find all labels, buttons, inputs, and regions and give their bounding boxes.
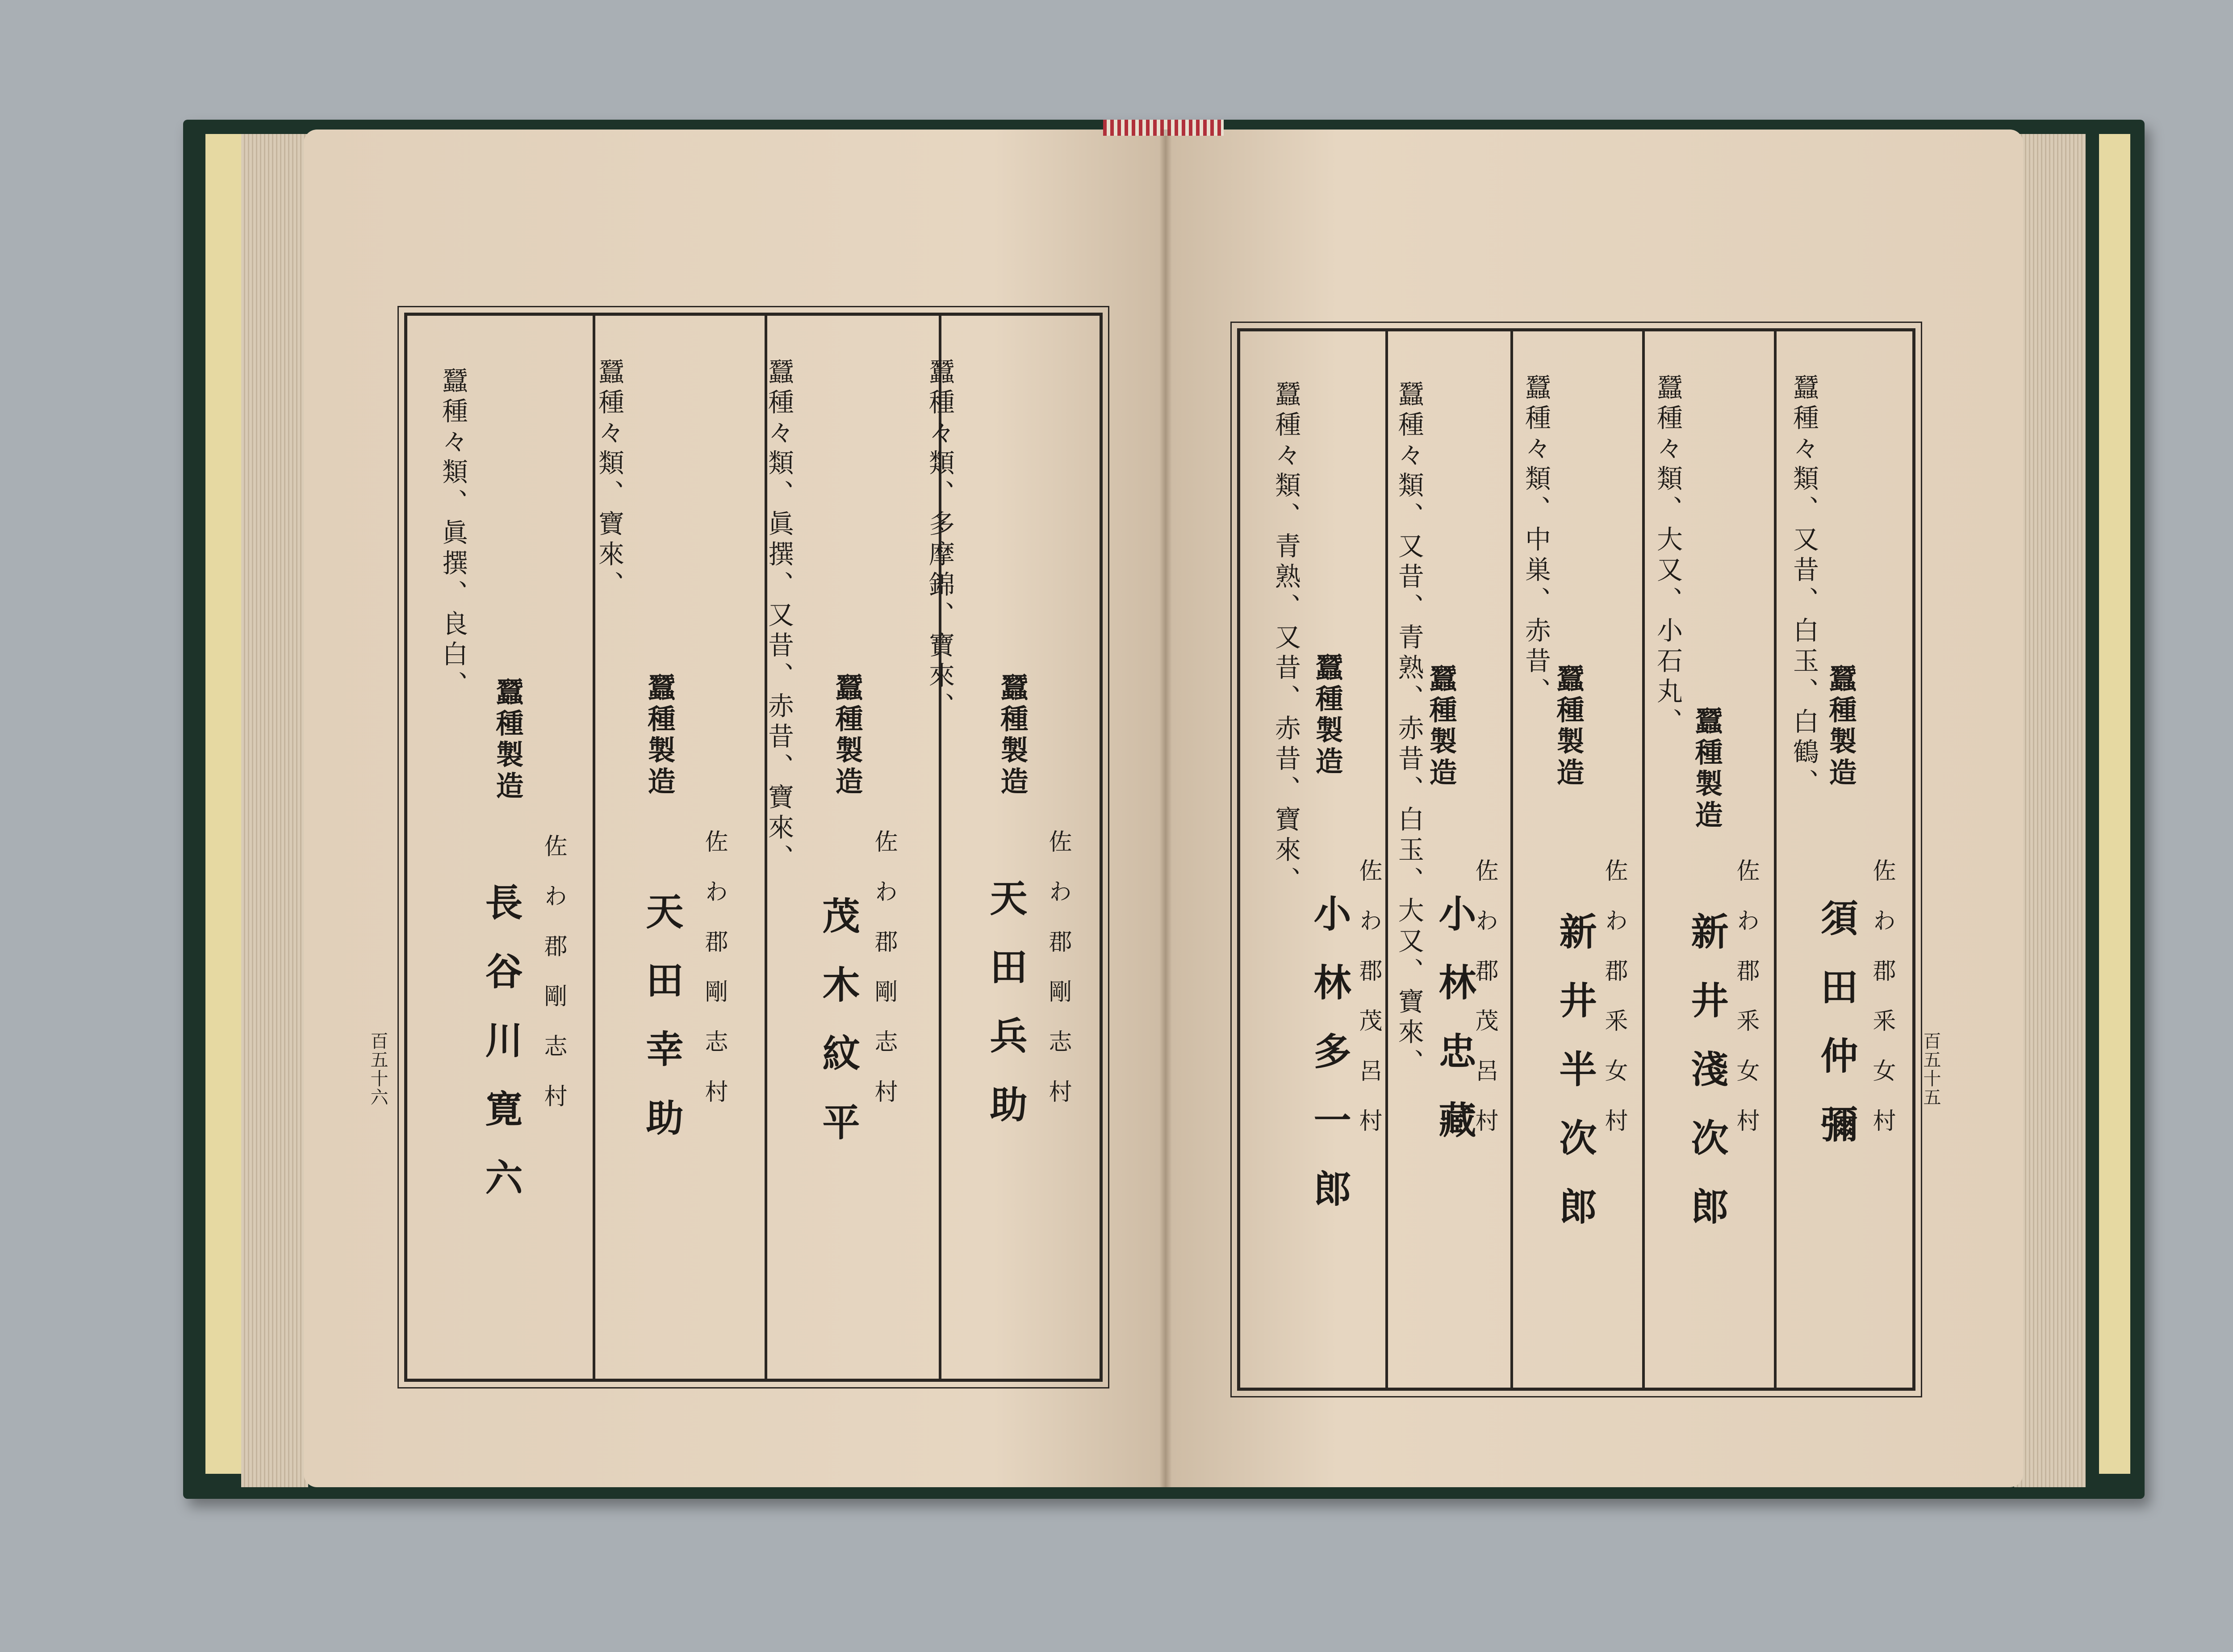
left-endpaper [205, 134, 246, 1474]
right-page-frame [1237, 328, 1915, 1391]
entry-place: 佐わ郡剛志村 [540, 834, 567, 1134]
entry-varieties: 蠶種々類、又昔、白玉、白鶴、 [1789, 374, 1819, 799]
entry-name: 小林多一郎 [1308, 894, 1352, 1238]
entry-place: 佐わ郡茂呂村 [1471, 858, 1498, 1158]
entry-name: 小林忠藏 [1433, 894, 1477, 1169]
entry-place: 佐わ郡釆女村 [1732, 858, 1759, 1158]
left-page-frame [404, 313, 1103, 1382]
entry-place: 佐わ郡剛志村 [870, 829, 897, 1129]
entry-place: 佐わ郡茂呂村 [1355, 858, 1382, 1158]
entry-name: 茂木紋平 [816, 896, 861, 1171]
column-rule [1774, 331, 1777, 1388]
gutter-shadow [1159, 130, 1172, 1487]
entry-trade: 蠶種製造 [1311, 653, 1343, 778]
entry-varieties: 蠶種々類、多摩錦、寶來、 [924, 358, 955, 723]
entry-name: 須田仲彌 [1815, 899, 1859, 1174]
entry-varieties: 蠶種々類、眞撰、良白、 [438, 367, 468, 701]
entry-varieties: 蠶種々類、寶來、 [594, 358, 624, 601]
column-rule [1510, 331, 1513, 1388]
entry-varieties: 蠶種々類、青熟、又昔、赤昔、寶來、 [1271, 381, 1301, 897]
entry-name: 長谷川寛六 [479, 883, 523, 1227]
right-endpaper [2099, 134, 2130, 1474]
entry-trade: 蠶種製造 [1425, 664, 1457, 789]
entry-trade: 蠶種製造 [831, 673, 863, 798]
right-folio: 百五十五 [1920, 1032, 1941, 1107]
column-rule [1642, 331, 1645, 1388]
entry-varieties: 蠶種々類、大又、小石丸、 [1652, 374, 1683, 738]
entry-trade: 蠶種製造 [1824, 664, 1857, 789]
entry-name: 新井半次郎 [1553, 912, 1597, 1256]
right-page-edges [2014, 134, 2086, 1487]
entry-trade: 蠶種製造 [996, 673, 1029, 798]
left-page-edges [241, 134, 308, 1487]
entry-place: 佐わ郡釆女村 [1601, 858, 1627, 1158]
entry-trade: 蠶種製造 [491, 678, 524, 803]
entry-place: 佐わ郡剛志村 [1045, 829, 1071, 1129]
entry-place: 佐わ郡釆女村 [1869, 858, 1895, 1158]
column-rule [1385, 331, 1388, 1388]
entry-trade: 蠶種製造 [1690, 707, 1723, 832]
entry-varieties: 蠶種々類、又昔、青熟、赤昔、白玉、大又、寶來、 [1393, 381, 1424, 1079]
entry-place: 佐わ郡剛志村 [701, 829, 728, 1129]
entry-name: 天田幸助 [640, 892, 684, 1167]
entry-varieties: 蠶種々類、中巣、赤昔、 [1521, 374, 1551, 708]
entry-varieties: 蠶種々類、眞撰、又昔、赤昔、寶來、 [764, 358, 794, 874]
entry-trade: 蠶種製造 [1552, 664, 1585, 789]
left-folio: 百五十六 [368, 1032, 388, 1107]
entry-trade: 蠶種製造 [643, 673, 676, 798]
entry-name: 天田兵助 [984, 878, 1028, 1154]
entry-name: 新井淺次郎 [1685, 912, 1729, 1256]
